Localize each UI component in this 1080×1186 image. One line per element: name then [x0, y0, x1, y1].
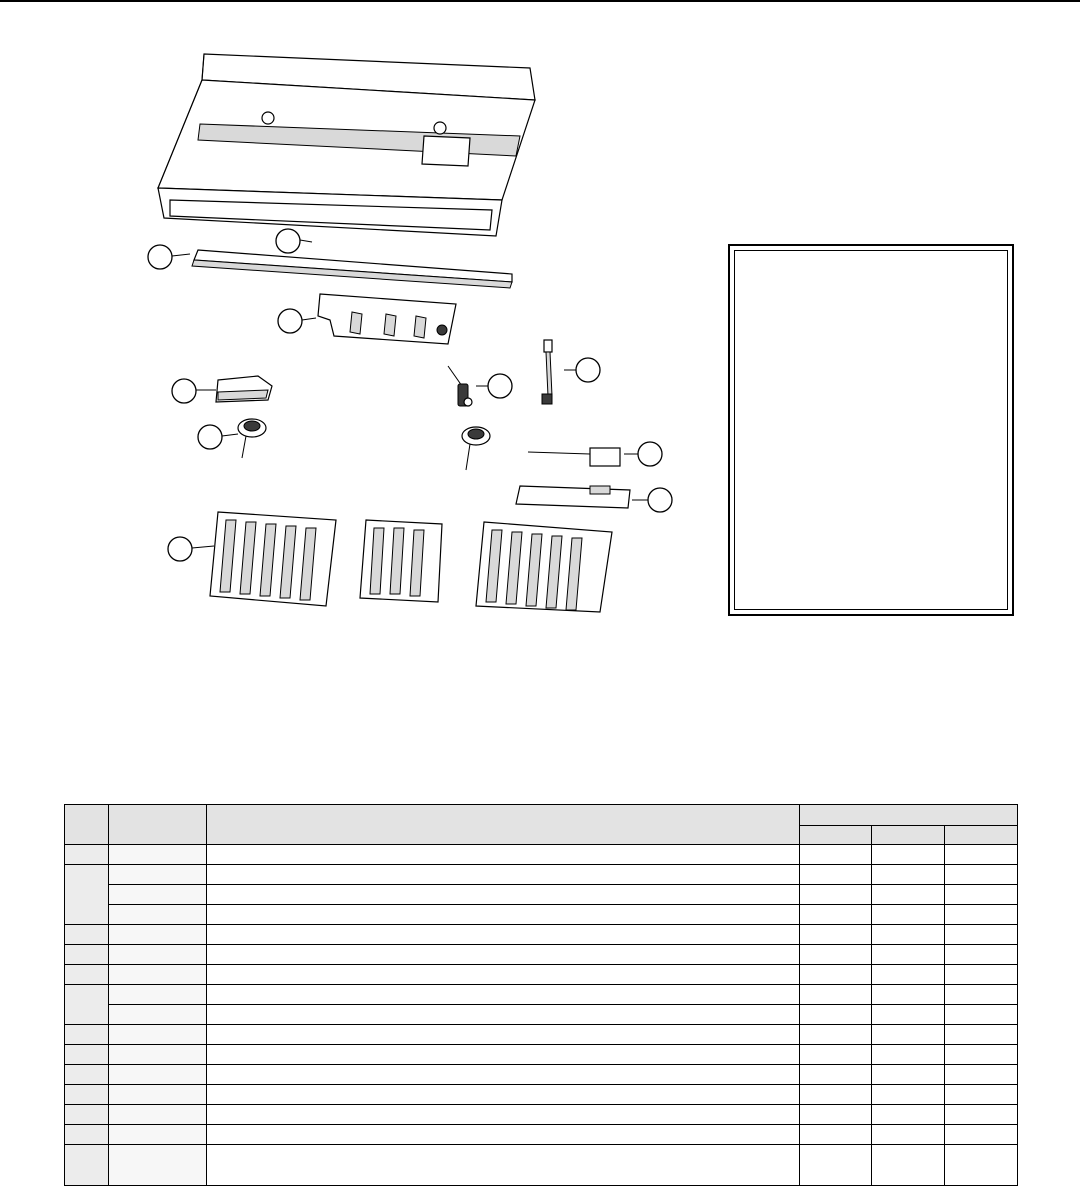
light-board — [528, 448, 620, 466]
quantity-cell — [945, 1045, 1018, 1065]
table-row — [65, 1105, 1018, 1125]
quantity-cell — [800, 1005, 872, 1025]
quantity-cell — [945, 1105, 1018, 1125]
quantity-cell — [945, 845, 1018, 865]
table-row — [65, 1145, 1018, 1186]
row-number-cell — [65, 1085, 109, 1105]
header-quantity-column — [872, 826, 945, 845]
header-description — [207, 805, 800, 845]
quantity-cell — [945, 1005, 1018, 1025]
quantity-cell — [800, 1125, 872, 1145]
quantity-cell — [872, 965, 945, 985]
row-number-cell — [65, 865, 109, 925]
quantity-cell — [872, 985, 945, 1005]
table-row — [65, 1085, 1018, 1105]
part-number-cell — [109, 865, 207, 885]
table-row — [65, 885, 1018, 905]
callout-3 — [278, 309, 316, 333]
part-number-cell — [109, 905, 207, 925]
part-number-cell — [109, 1105, 207, 1125]
blower-motor-left — [238, 419, 266, 458]
quantity-cell — [800, 1025, 872, 1045]
part-number-cell — [109, 1085, 207, 1105]
table-row — [65, 965, 1018, 985]
callout-8 — [624, 442, 662, 466]
header-quantity-column — [945, 826, 1018, 845]
part-number-cell — [109, 945, 207, 965]
table-row — [65, 905, 1018, 925]
row-number-cell — [65, 1125, 109, 1145]
quantity-cell — [800, 885, 872, 905]
table-row — [65, 1005, 1018, 1025]
quantity-cell — [800, 945, 872, 965]
quantity-cell — [800, 965, 872, 985]
row-number-cell — [65, 1145, 109, 1186]
quantity-cell — [872, 1025, 945, 1045]
callout-4 — [172, 379, 216, 403]
wire-harness — [542, 340, 552, 404]
quantity-cell — [945, 925, 1018, 945]
description-cell — [207, 905, 800, 925]
quantity-cell — [945, 1065, 1018, 1085]
table-row — [65, 1025, 1018, 1045]
quantity-cell — [872, 845, 945, 865]
part-number-cell — [109, 1145, 207, 1186]
description-cell — [207, 965, 800, 985]
callout-6 — [476, 374, 512, 398]
grease-filter-large-right — [476, 522, 612, 612]
quantity-cell — [872, 1085, 945, 1105]
quantity-cell — [800, 985, 872, 1005]
quantity-cell — [800, 1085, 872, 1105]
row-number-cell — [65, 965, 109, 985]
quantity-cell — [800, 845, 872, 865]
description-cell — [207, 925, 800, 945]
quantity-cell — [872, 1145, 945, 1186]
description-cell — [207, 1145, 800, 1186]
quantity-cell — [800, 1145, 872, 1186]
quantity-cell — [945, 965, 1018, 985]
description-cell — [207, 1065, 800, 1085]
quantity-cell — [800, 1105, 872, 1125]
part-number-cell — [109, 1005, 207, 1025]
quantity-cell — [800, 1045, 872, 1065]
control-board — [516, 486, 630, 508]
exploded-parts-diagram — [130, 40, 690, 630]
row-number-cell — [65, 1045, 109, 1065]
quantity-cell — [945, 885, 1018, 905]
row-number-cell — [65, 845, 109, 865]
notes-box — [728, 244, 1014, 616]
callout-7 — [564, 358, 600, 382]
description-cell — [207, 945, 800, 965]
header-quantity-column — [800, 826, 872, 845]
callout-10 — [168, 537, 214, 561]
quantity-cell — [872, 925, 945, 945]
quantity-cell — [800, 865, 872, 885]
table-row — [65, 1045, 1018, 1065]
quantity-cell — [872, 1065, 945, 1085]
control-panel-plate — [318, 294, 456, 344]
quantity-cell — [945, 1085, 1018, 1105]
part-number-cell — [109, 1125, 207, 1145]
quantity-cell — [872, 865, 945, 885]
quantity-cell — [800, 905, 872, 925]
row-number-cell — [65, 985, 109, 1025]
callout-5 — [198, 425, 238, 449]
parts-table — [64, 804, 1018, 1186]
part-number-cell — [109, 985, 207, 1005]
grease-filter-large-left — [210, 512, 336, 606]
quantity-cell — [945, 865, 1018, 885]
description-cell — [207, 845, 800, 865]
quantity-cell — [872, 905, 945, 925]
quantity-cell — [872, 945, 945, 965]
header-quantity-group — [800, 805, 1018, 826]
row-number-cell — [65, 1025, 109, 1045]
part-number-cell — [109, 1045, 207, 1065]
table-row — [65, 985, 1018, 1005]
quantity-cell — [945, 945, 1018, 965]
table-row — [65, 1125, 1018, 1145]
quantity-cell — [800, 925, 872, 945]
part-number-cell — [109, 925, 207, 945]
table-row — [65, 925, 1018, 945]
description-cell — [207, 1105, 800, 1125]
quantity-cell — [945, 905, 1018, 925]
quantity-cell — [872, 1105, 945, 1125]
row-number-cell — [65, 1105, 109, 1125]
part-number-cell — [109, 1065, 207, 1085]
quantity-cell — [800, 1065, 872, 1085]
part-number-cell — [109, 1025, 207, 1045]
header-no — [65, 805, 109, 845]
front-trim-strip — [192, 250, 512, 288]
quantity-cell — [945, 1145, 1018, 1186]
row-number-cell — [65, 945, 109, 965]
hood-body — [158, 54, 535, 236]
table-row — [65, 1065, 1018, 1085]
header-part-number — [109, 805, 207, 845]
quantity-cell — [945, 985, 1018, 1005]
part-number-cell — [109, 845, 207, 865]
callout-2 — [276, 229, 312, 253]
description-cell — [207, 1125, 800, 1145]
description-cell — [207, 1005, 800, 1025]
table-row — [65, 945, 1018, 965]
quantity-cell — [872, 1045, 945, 1065]
description-cell — [207, 1045, 800, 1065]
description-cell — [207, 985, 800, 1005]
quantity-cell — [872, 885, 945, 905]
part-number-cell — [109, 885, 207, 905]
row-number-cell — [65, 1065, 109, 1085]
description-cell — [207, 1025, 800, 1045]
description-cell — [207, 865, 800, 885]
table-row — [65, 865, 1018, 885]
callout-1 — [148, 245, 190, 269]
quantity-cell — [945, 1125, 1018, 1145]
parts-table-body — [65, 845, 1018, 1186]
quantity-cell — [872, 1005, 945, 1025]
part-number-cell — [109, 965, 207, 985]
light-housing — [216, 376, 272, 402]
quantity-cell — [945, 1025, 1018, 1045]
blower-motor-right — [462, 427, 490, 470]
description-cell — [207, 1085, 800, 1105]
table-row — [65, 845, 1018, 865]
motor-cord-assembly — [448, 366, 472, 406]
top-rule — [0, 0, 1080, 2]
quantity-cell — [872, 1125, 945, 1145]
grease-filter-small — [360, 520, 442, 602]
notes-box-inner — [734, 250, 1008, 610]
row-number-cell — [65, 925, 109, 945]
callout-9 — [632, 488, 672, 512]
description-cell — [207, 885, 800, 905]
